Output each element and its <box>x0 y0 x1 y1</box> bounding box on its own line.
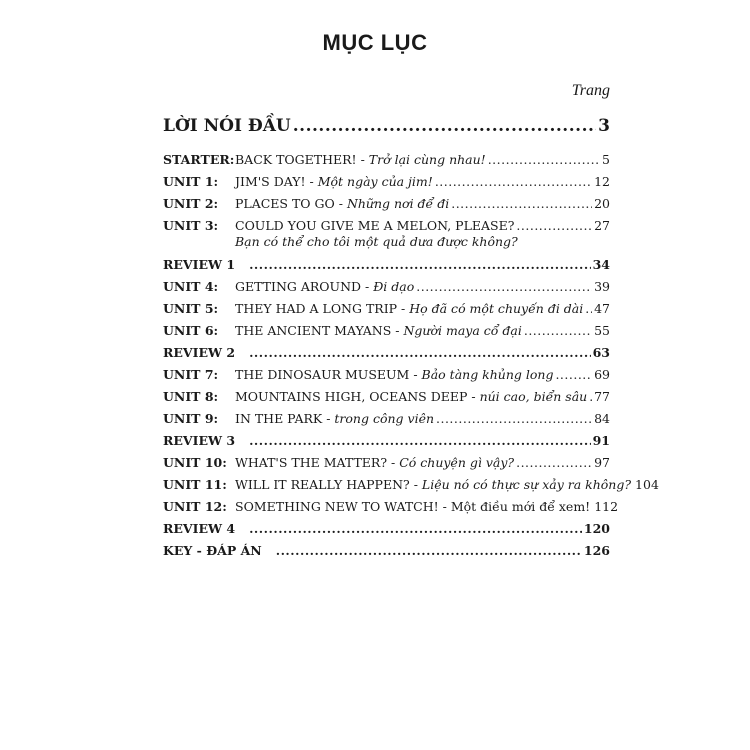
toc-entry[interactable] <box>163 521 610 543</box>
entry-title-en: IN THE PARK <box>235 411 323 426</box>
dot-leader <box>293 116 596 136</box>
entry-page: 63 <box>592 345 610 360</box>
page-column-header: Trang <box>571 82 610 99</box>
entry-page: 112 <box>594 499 619 514</box>
toc-entry[interactable] <box>163 411 610 433</box>
entry-title-vi: Đi dạo <box>373 279 415 294</box>
entry-title-en: THE DINOSAUR MUSEUM <box>235 367 410 382</box>
dot-leader <box>249 345 591 360</box>
entry-title-en: WILL IT REALLY HAPPEN? <box>235 477 410 492</box>
toc-entry[interactable] <box>163 499 619 521</box>
entry-page: 5 <box>602 152 610 167</box>
entry-page: 77 <box>594 389 610 404</box>
entry-page: 104 <box>635 477 659 492</box>
entry-page: 126 <box>583 543 610 558</box>
dot-leader <box>249 257 591 272</box>
dot-leader <box>488 152 600 167</box>
entry-title: MOUNTAINS HIGH, OCEANS DEEP - núi cao, biển sâu <box>235 389 588 404</box>
entry-title: THE DINOSAUR MUSEUM - Bảo tàng khủng long <box>235 367 554 382</box>
entry-title-vi: trong công viên <box>334 411 435 426</box>
entry-label: UNIT 11: <box>163 477 227 492</box>
entry-title-vi: Bạn có thể cho tôi một quả dưa được không? <box>235 234 518 249</box>
toc-entry[interactable] <box>163 345 610 367</box>
dot-leader <box>416 279 592 294</box>
entry-title-vi: Bảo tàng khủng long <box>421 367 554 382</box>
entry-label: UNIT 7: <box>163 367 219 382</box>
toc-entry[interactable] <box>163 455 610 477</box>
entry-title-en: GETTING AROUND <box>235 279 362 294</box>
entry-title-en: PLACES TO GO <box>235 196 335 211</box>
entry-title: THE ANCIENT MAYANS - Người maya cổ đại <box>235 323 522 338</box>
toc-entry[interactable] <box>163 389 610 411</box>
toc-entry[interactable] <box>163 323 610 345</box>
entry-page: 97 <box>594 455 610 470</box>
entry-title-en: JIM'S DAY! <box>235 174 306 189</box>
entry-label: REVIEW 3 <box>163 433 236 448</box>
entry-title: JIM'S DAY! - Một ngày của jim! <box>235 174 433 189</box>
dot-leader <box>516 218 592 233</box>
entry-title-vi: Một ngày của jim! <box>317 174 433 189</box>
entry-title-vi: Một điều mới để xem! <box>450 499 591 514</box>
entry-label: UNIT 2: <box>163 196 219 211</box>
toc-entry[interactable] <box>163 543 610 565</box>
dot-leader <box>516 455 592 470</box>
entry-page: 69 <box>594 367 610 382</box>
entry-label: KEY - ĐÁP ÁN <box>163 543 262 558</box>
entry-page: 47 <box>594 301 610 316</box>
entry-label: UNIT 12: <box>163 499 227 514</box>
entry-title: GETTING AROUND - Đi dạo <box>235 279 415 294</box>
entry-title-vi: Những nơi để đi <box>346 196 450 211</box>
entry-label: UNIT 6: <box>163 323 219 338</box>
entry-page: 120 <box>583 521 610 536</box>
entry-title: BACK TOGETHER! - Trở lại cùng nhau! <box>235 152 486 167</box>
entry-label: UNIT 5: <box>163 301 219 316</box>
entry-title-en: SOMETHING NEW TO WATCH! <box>235 499 439 514</box>
entry-title: THEY HAD A LONG TRIP - Họ đã có một chuyến đi dài <box>235 301 584 316</box>
entry-page: 55 <box>594 323 610 338</box>
toc-entry[interactable] <box>163 196 610 218</box>
entry-page: 84 <box>594 411 610 426</box>
entry-title-en: MOUNTAINS HIGH, OCEANS DEEP <box>235 389 468 404</box>
toc-entry[interactable] <box>163 279 610 301</box>
entry-title-en: WHAT'S THE MATTER? <box>235 455 388 470</box>
dot-leader <box>249 433 591 448</box>
entry-title-vi: Họ đã có một chuyến đi dài <box>409 301 584 316</box>
entry-title-vi: Liệu nó có thực sự xảy ra không? <box>421 477 632 492</box>
toc-entry[interactable] <box>163 174 610 196</box>
entry-label: UNIT 3: <box>163 218 219 233</box>
toc-entry[interactable] <box>163 152 610 174</box>
dot-leader <box>435 174 592 189</box>
entry-label: UNIT 4: <box>163 279 219 294</box>
entry-page: 27 <box>594 218 610 233</box>
entry-page: 12 <box>594 174 610 189</box>
entry-title-vi: Trở lại cùng nhau! <box>368 152 486 167</box>
entry-title-en: THEY HAD A LONG TRIP <box>235 301 398 316</box>
entry-page: 34 <box>592 257 610 272</box>
entry-page: 91 <box>592 433 610 448</box>
entry-label: REVIEW 2 <box>163 345 236 360</box>
entry-title-en: BACK TOGETHER! <box>235 152 357 167</box>
dot-leader <box>276 543 582 558</box>
entry-title-en: THE ANCIENT MAYANS <box>235 323 392 338</box>
dot-leader <box>589 389 592 404</box>
entry-title-vi: núi cao, biển sâu <box>479 389 588 404</box>
entry-title: PLACES TO GO - Những nơi để đi <box>235 196 450 211</box>
toc-entry-preface[interactable] <box>163 116 610 152</box>
entry-page: 39 <box>594 279 610 294</box>
entry-label: REVIEW 4 <box>163 521 236 536</box>
dot-leader <box>436 411 592 426</box>
entry-title-vi: Có chuyện gì vậy? <box>399 455 515 470</box>
dot-leader <box>524 323 592 338</box>
entry-label: REVIEW 1 <box>163 257 236 272</box>
entry-label: STARTER: <box>163 152 235 167</box>
entry-label: LỜI NÓI ĐẦU <box>163 116 291 136</box>
entry-title: WILL IT REALLY HAPPEN? - Liệu nó có thực sự xảy ra không? <box>235 477 632 492</box>
entry-title-en: COULD YOU GIVE ME A MELON, PLEASE? <box>235 218 515 233</box>
entry-label: UNIT 8: <box>163 389 219 404</box>
toc-entry[interactable] <box>163 257 610 279</box>
entry-label: UNIT 1: <box>163 174 219 189</box>
dot-leader <box>555 367 592 382</box>
page-title: MỤC LỤC <box>322 30 428 55</box>
entry-page: 20 <box>594 196 610 211</box>
entry-label: UNIT 10: <box>163 455 227 470</box>
toc-entry[interactable] <box>163 477 659 499</box>
table-of-contents <box>163 116 659 565</box>
toc-entry[interactable] <box>163 367 610 389</box>
entry-title <box>235 218 514 233</box>
entry-title-vi: Người maya cổ đại <box>403 323 522 338</box>
dot-leader <box>249 521 582 536</box>
dot-leader <box>585 301 592 316</box>
entry-title: IN THE PARK - trong công viên <box>235 411 435 426</box>
entry-page: 3 <box>598 116 610 136</box>
dot-leader <box>451 196 592 211</box>
entry-label: UNIT 9: <box>163 411 219 426</box>
entry-title: WHAT'S THE MATTER? - Có chuyện gì vậy? <box>235 455 515 470</box>
toc-entry[interactable] <box>163 433 610 455</box>
toc-entry[interactable] <box>163 301 610 323</box>
entry-title: SOMETHING NEW TO WATCH! - Một điều mới để xem! <box>235 499 591 514</box>
